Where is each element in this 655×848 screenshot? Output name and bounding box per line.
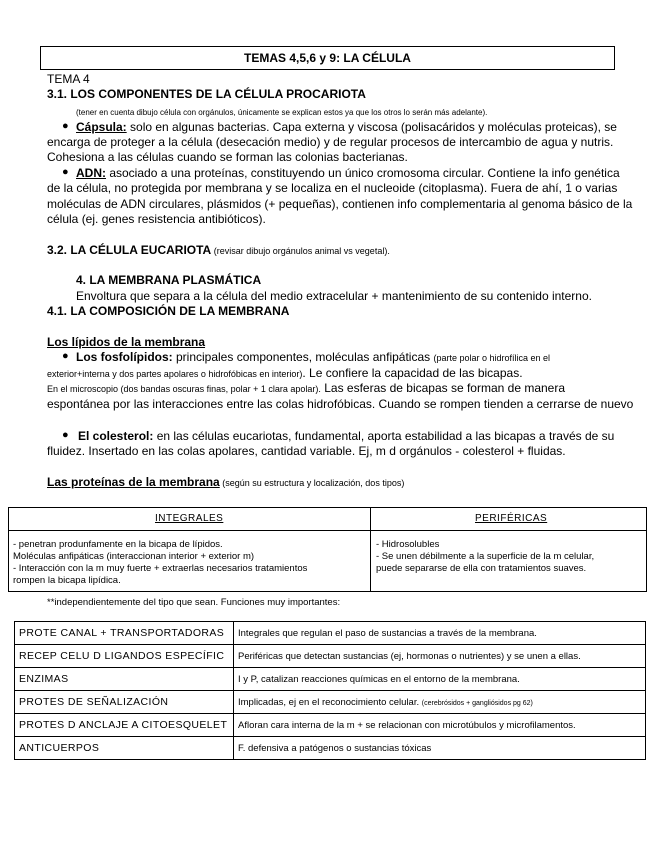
fosfo-line-2 — [47, 366, 523, 382]
bullet-icon: ● — [62, 120, 69, 132]
table-divider — [9, 530, 646, 531]
function-name: PROTES D ANCLAJE A CITOESQUELET — [15, 714, 234, 737]
perifericas-line: - Se unen débilmente a la superficie de la m celular, — [376, 551, 595, 562]
fosfo-label: Los fosfolípidos: — [76, 350, 173, 364]
bullet-icon: ● — [62, 429, 69, 441]
integrales-line: rompen la bicapa lipídica. — [13, 575, 121, 586]
section-3-2 — [47, 243, 390, 259]
capsula-line-3: Cohesiona a las células cuando se forman las colonias bacterianas. — [47, 150, 408, 164]
fosfo-text-2: . Le confiere la capacidad de las bicapas. — [302, 366, 523, 380]
adn-label: ADN: — [76, 166, 106, 180]
section-4-desc: Envoltura que separa a la célula del medio extracelular + mantenimiento de su contenido interno. — [76, 289, 592, 303]
adn-line-1 — [76, 166, 620, 181]
adn-line-2: de la célula, no protegida por membrana y se localiza en el nucleoide (citoplasma). Fuera de ahí, 1 o varias — [47, 181, 618, 195]
fosfo-note: (parte polar o hidrofílica en el — [433, 353, 551, 363]
proteinas-note: (según su estructura y localización, dos tipos) — [219, 478, 405, 488]
section-3-2-note: (revisar dibujo orgánulos animal vs vegetal). — [211, 246, 390, 256]
table-row — [15, 691, 646, 714]
proteinas-heading-line — [47, 475, 404, 491]
section-3-1-note: (tener en cuenta dibujo célula con orgánulos, únicamente se explican estos ya que los otros lo serán más adelante). — [76, 108, 488, 117]
protein-functions-table — [14, 621, 646, 760]
function-name: ANTICUERPOS — [15, 737, 234, 760]
table-row — [15, 714, 646, 737]
function-desc: F. defensiva a patógenos o sustancias tóxicas — [234, 737, 646, 760]
perifericas-line: - Hidrosolubles — [376, 539, 440, 550]
table-row — [15, 737, 646, 760]
bullet-icon: ● — [62, 350, 69, 362]
table-row — [15, 668, 646, 691]
function-desc: I y P, catalizan reacciones químicas en el entorno de la membrana. — [234, 668, 646, 691]
function-name: RECEP CELU D LIGANDOS ESPECÍFIC — [15, 645, 234, 668]
capsula-line-1 — [76, 120, 617, 135]
tema-label: TEMA 4 — [47, 72, 90, 86]
function-name: ENZIMAS — [15, 668, 234, 691]
colest-text: en las células eucariotas, fundamental, aporta estabilidad a las bicapas a través de su — [153, 429, 615, 443]
adn-line-4: célula (ej. genes resistencia antibióticos). — [47, 212, 266, 226]
integrales-line: - Interacción con la m muy fuerte + extraerlas necesarios tratamientos — [13, 563, 308, 574]
table-row — [15, 622, 646, 645]
colest-line-1 — [78, 429, 614, 444]
section-3-2-heading: 3.2. LA CÉLULA EUCARIOTA — [47, 243, 212, 257]
function-name: PROTE CANAL + TRANSPORTADORAS — [15, 622, 234, 645]
fosfo-line-1 — [76, 350, 550, 366]
section-4-1-heading: 4.1. LA COMPOSICIÓN DE LA MEMBRANA — [47, 304, 290, 318]
page-title: TEMAS 4,5,6 y 9: LA CÉLULA — [40, 46, 615, 70]
integrales-line: - penetran produnfamente en la bicapa de lípidos. — [13, 539, 223, 550]
function-desc: Afloran cara interna de la m + se relacionan con microtúbulos y microfilamentos. — [234, 714, 646, 737]
perifericas-line: puede separarse de ella con tratamientos suaves. — [376, 563, 587, 574]
header-integrales: INTEGRALES — [155, 513, 224, 524]
table-divider — [370, 508, 371, 591]
function-desc: Implicadas, ej en el reconocimiento celular. (cerebrósidos + gangliósidos pg 62) — [234, 691, 646, 714]
integrales-line: Moléculas anfipáticas (interaccionan interior + exterior m) — [13, 551, 255, 562]
fosfo-note-2: exterior+interna y dos partes apolares o hidrofóbicas en interior) — [47, 369, 303, 379]
capsula-text: solo en algunas bacterias. Capa externa y viscosa (polisacáridos y moléculas proteicas), se — [126, 120, 617, 134]
section-3-1-heading: 3.1. LOS COMPONENTES DE LA CÉLULA PROCARIOTA — [47, 87, 366, 101]
protein-types-table — [8, 507, 647, 592]
fosfo-text: principales componentes, moléculas anfipáticas — [172, 350, 434, 364]
bullet-icon: ● — [62, 166, 69, 178]
section-4-heading: 4. LA MEMBRANA PLASMÁTICA — [76, 273, 262, 287]
fosfo-note-3: En el microscopio (dos bandas oscuras finas, polar + 1 clara apolar). — [47, 384, 321, 394]
adn-line-3: moléculas de ADN circulares, plásmidos (+ pequeñas), contienen info complementaria al genoma básico de la — [47, 197, 633, 211]
adn-text: asociado a una proteínas, constituyendo un único cromosoma circular. Contiene la info genética — [106, 166, 620, 180]
function-name: PROTES DE SEÑALIZACIÓN — [15, 691, 234, 714]
proteinas-heading: Las proteínas de la membrana — [47, 475, 220, 489]
colest-label: El colesterol: — [78, 429, 154, 443]
fosfo-text-3: Las esferas de bicapas se forman de manera — [320, 381, 566, 395]
colest-line-2: fluidez. Insertado en las colas apolares, cantidad variable. Ej, m d orgánulos - colesterol + fluidas. — [47, 444, 566, 458]
function-desc: Integrales que regulan el paso de sustancias a través de la membrana. — [234, 622, 646, 645]
table-row — [15, 645, 646, 668]
function-desc: Periféricas que detectan sustancias (ej, hormonas o nutrientes) y se unen a ellas. — [234, 645, 646, 668]
capsula-line-2: encarga de proteger a la célula (desecación medio) y de regular procesos de intercambio de agua y nutris. — [47, 135, 614, 149]
capsula-label: Cápsula: — [76, 120, 127, 134]
fosfo-line-4: espontánea por las interacciones entre las colas hidrofóbicas. Cuando se rompen tienden a cerrarse de nuevo — [47, 397, 634, 411]
header-perifericas: PERIFÉRICAS — [475, 513, 548, 524]
funciones-note: **independientemente del tipo que sean. Funciones muy importantes: — [47, 597, 341, 608]
lipidos-heading: Los lípidos de la membrana — [47, 335, 206, 349]
fosfo-line-3 — [47, 381, 565, 397]
